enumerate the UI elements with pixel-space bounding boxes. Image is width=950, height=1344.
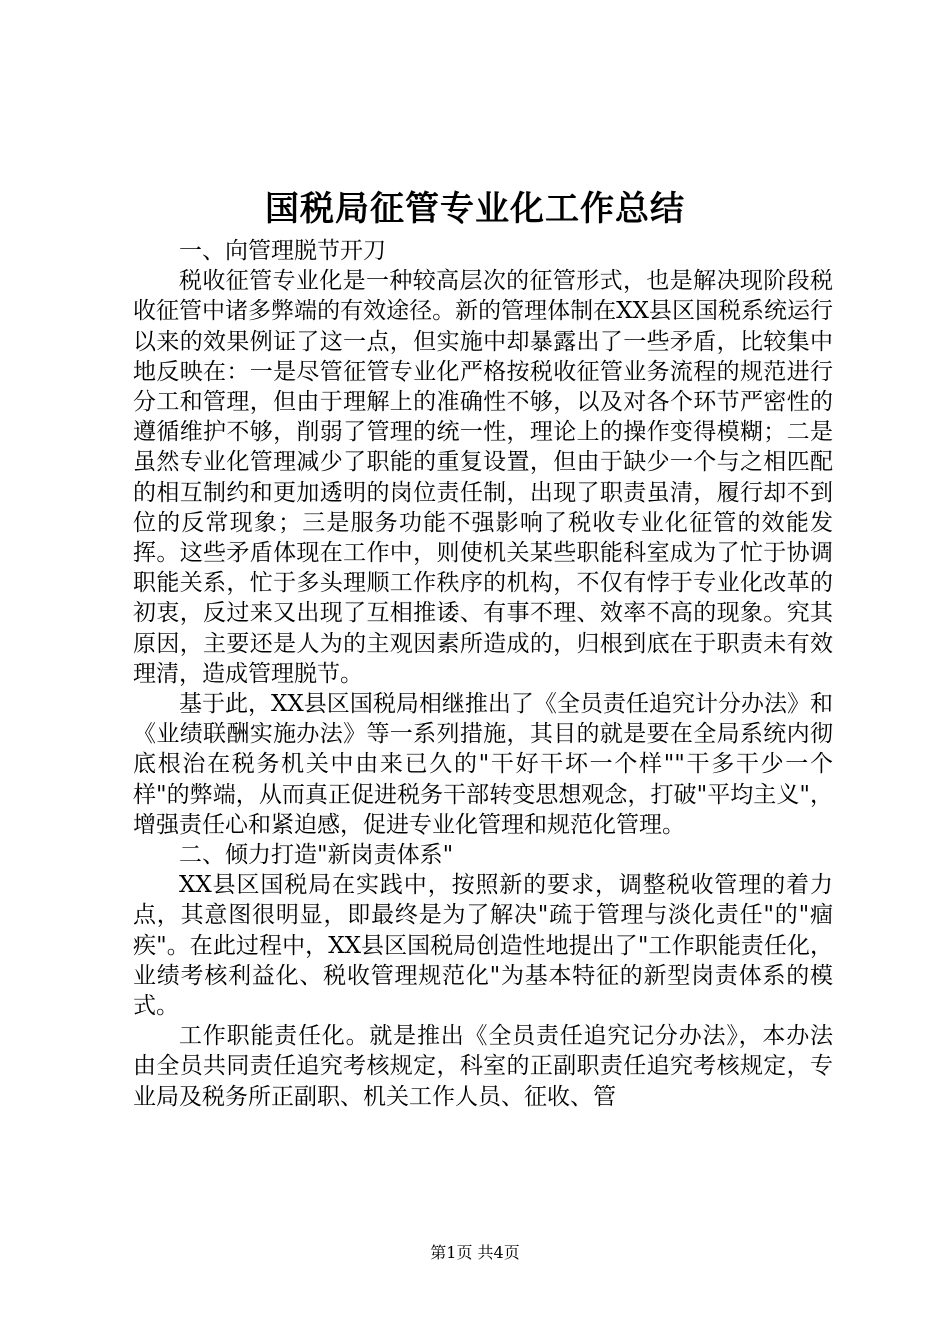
document-body [133, 236, 833, 1112]
section-heading-2: 二、倾力打造"新岗责体系" [179, 842, 454, 869]
paragraph-2: 基于此，XX县区国税局相继推出了《全员责任追究计分办法》和《业绩联酬实施办法》等一系列措施，其目的就是要在全局系统内彻底根治在税务机关中由来已久的"干好干坏一个样""干多干少一个样"的弊端，从而真正促进税务干部转变思想观念，打破"平均主义"，增强责任心和紧迫感，促进专业化管理和规范化管理。 [133, 691, 833, 838]
document-title: 国税局征管专业化工作总结 [265, 189, 685, 229]
paragraph-3: XX县区国税局在实践中，按照新的要求，调整税收管理的着力点，其意图很明显，即最终是为了解决"疏于管理与淡化责任"的"痼疾"。在此过程中，XX县区国税局创造性地提出了"工作职能责任化，业绩考核利益化、税收管理规范化"为基本特征的新型岗责体系的模式。 [133, 872, 833, 1020]
section-heading-1: 一、向管理脱节开刀 [179, 238, 386, 264]
page-number-footer: 第1页 共4页 [430, 1243, 520, 1262]
paragraph-4: 工作职能责任化。就是推出《全员责任追究记分办法》，本办法由全员共同责任追究考核规定，科室的正副职责任追究考核规定，专业局及税务所正副职、机关工作人员、征收、管 [133, 1023, 833, 1110]
paragraph-1: 税收征管专业化是一种较高层次的征管形式，也是解决现阶段税收征管中诸多弊端的有效途径。新的管理体制在XX县区国税系统运行以来的效果例证了这一点，但实施中却暴露出了一些矛盾，比较集中地反映在：一是尽管征管专业化严格按税收征管业务流程的规范进行分工和管理，但由于理解上的准确性不够，以及对各个环节严密性的遵循维护不够，削弱了管理的统一性，理论上的操作变得模糊；二是虽然专业化管理减少了职能的重复设置，但由于缺少一个与之相匹配的相互制约和更加透明的岗位责任制，出现了职责虽清，履行却不到位的反常现象；三是服务功能不强影响了税收专业化征管的效能发挥。这些矛盾体现在工作中，则使机关某些职能科室成为了忙于协调职能关系，忙于多头理顺工作秩序的机构，不仅有悖于专业化改革的初衷，反过来又出现了互相推诿、有事不理、效率不高的现象。究其原因，主要还是人为的主观因素所造成的，归根到底在于职责未有效理清，造成管理脱节。 [133, 268, 833, 687]
